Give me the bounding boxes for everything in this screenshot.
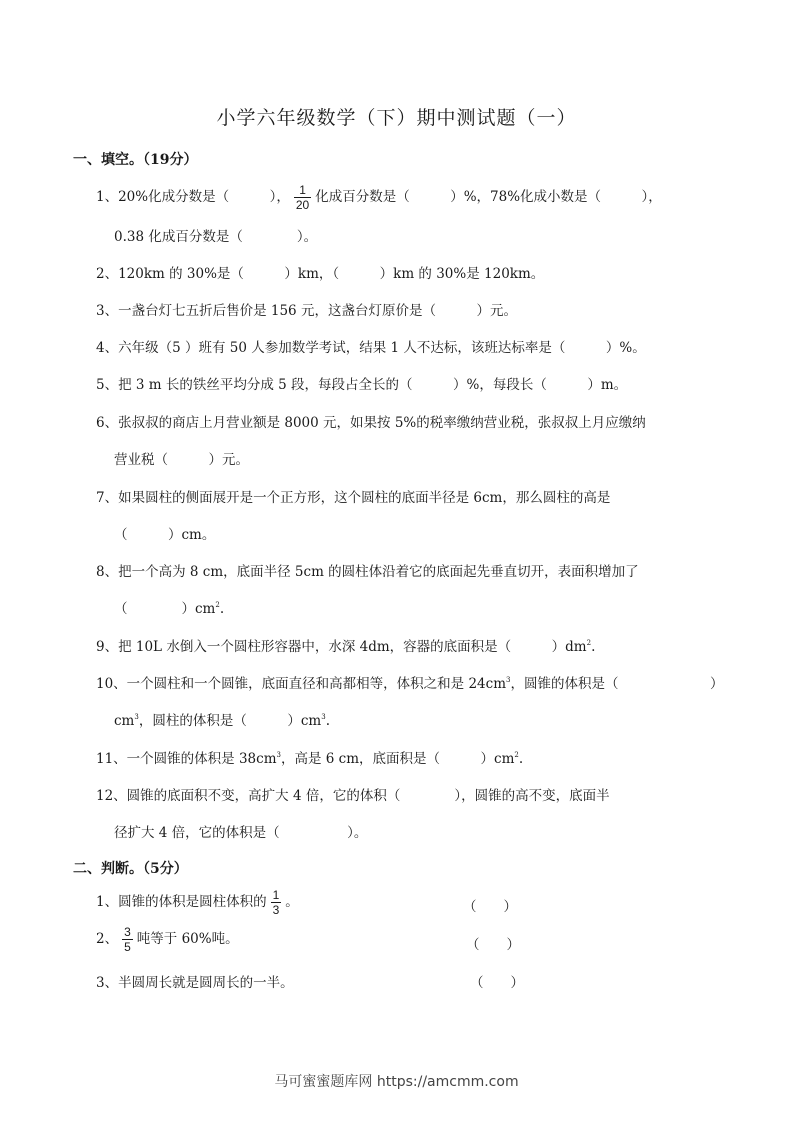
section-heading-fill-blank: 一、填空。（19分） (73, 152, 198, 168)
fraction-one-third (271, 888, 282, 917)
judgement-3-answer-paren: （ ） (470, 975, 524, 991)
question-12-line-2: 径扩大 4 倍，它的体积是（ ）。 (114, 825, 368, 841)
question-9 (96, 635, 595, 655)
period: . (219, 601, 225, 617)
question-8-line-1: 8、把一个高为 8 cm，底面半径 5cm 的圆柱体沿着它的底面起先垂直切开，表面积增加了 (96, 564, 639, 580)
fraction-numerator: 1 (299, 183, 306, 197)
question-1-line-2: 0.38 化成百分数是（ ）。 (114, 229, 318, 245)
period: . (591, 639, 596, 655)
superscript: 3 (134, 713, 139, 721)
question-10-line-2 (114, 709, 330, 729)
question-1-part-a: 1、20%化成分数是（ ）， (96, 189, 290, 205)
section-heading-true-false: 二、判断。（5分） (73, 861, 188, 877)
judgement-1-answer-paren: （ ） (463, 899, 517, 915)
judgement-2-text: 吨等于 60%吨。 (136, 931, 239, 947)
question-10-text-a: 10、一个圆柱和一个圆锥，底面直径和高都相等，体积之和是 24cm (96, 676, 507, 692)
page-title: 小学六年级数学（下）期中测试题（一） (216, 107, 577, 129)
question-4: 4、六年级（5 ）班有 50 人参加数学考试，结果 1 人不达标，该班达标率是（ ）%。 (96, 340, 646, 356)
question-5: 5、把 3 m 长的铁丝平均分成 5 段，每段占全长的（ ）%，每段长（ ）m。 (96, 377, 628, 393)
question-6-line-1: 6、张叔叔的商店上月营业额是 8000 元，如果按 5%的税率缴纳营业税，张叔叔上月应缴纳 (96, 415, 646, 431)
fraction-denominator: 3 (272, 903, 280, 917)
fraction-denominator: 5 (124, 940, 131, 954)
judgement-2-answer-paren: （ ） (466, 937, 520, 953)
question-7-line-2: （ ）cm。 (114, 527, 216, 543)
question-10-text-c: ，圆柱的体积是（ ）cm (138, 713, 322, 729)
superscript: 3 (276, 751, 281, 759)
question-10-closing-paren: ） (710, 676, 724, 692)
period: . (325, 713, 330, 729)
question-1-part-b: 化成百分数是（ ）%，78%化成小数是（ ）， (315, 189, 662, 205)
fraction-three-fifths (122, 925, 133, 954)
question-10-line-1 (96, 672, 618, 692)
judgement-1 (96, 888, 299, 917)
superscript: 2 (514, 751, 519, 759)
question-2: 2、120km 的 30%是（ ）km，（ ）km 的 30%是 120km。 (96, 266, 545, 282)
question-7-line-1: 7、如果圆柱的侧面展开是一个正方形，这个圆柱的底面半径是 6cm，那么圆柱的高是 (96, 490, 611, 506)
question-8-text: （ ）cm (114, 601, 216, 617)
question-6-line-2: 营业税（ ）元。 (114, 452, 249, 468)
judgement-2-number: 2、 (96, 931, 119, 947)
period: . (518, 751, 524, 767)
question-11-text-a: 11、一个圆锥的体积是 38cm (96, 751, 277, 767)
judgement-3: 3、半圆周长就是圆周长的一半。 (96, 975, 294, 991)
footer-watermark: 马可蜜蜜题库网 https://amcmm.com (274, 1074, 519, 1090)
question-10-text-b: ，圆锥的体积是（ (510, 676, 619, 692)
question-12-line-1: 12、圆锥的底面积不变，高扩大 4 倍，它的体积（ ），圆锥的高不变，底面半 (96, 788, 610, 804)
fraction-numerator: 1 (272, 888, 280, 902)
fraction-denominator: 20 (295, 198, 310, 212)
question-11-text-b: ，高是 6 cm，底面积是（ ）cm (280, 751, 515, 767)
superscript: 3 (321, 713, 326, 721)
fraction-one-twentieth (294, 183, 311, 212)
superscript: 2 (215, 601, 220, 609)
superscript: 3 (506, 676, 511, 684)
judgement-1-end: 。 (285, 894, 299, 910)
question-8-line-2 (114, 597, 224, 617)
judgement-1-text: 1、圆锥的体积是圆柱体积的 (96, 894, 267, 910)
question-3: 3、一盏台灯七五折后售价是 156 元，这盏台灯原价是（ ）元。 (96, 303, 517, 319)
unit-text: cm (114, 713, 135, 729)
superscript: 2 (586, 639, 592, 647)
fraction-numerator: 3 (124, 925, 131, 939)
judgement-2 (96, 925, 239, 954)
question-9-text: 9、把 10L 水倒入一个圆柱形容器中，水深 4dm，容器的底面积是（ ）dm (96, 639, 587, 655)
question-1-line-1 (96, 183, 662, 212)
question-11 (96, 747, 523, 767)
